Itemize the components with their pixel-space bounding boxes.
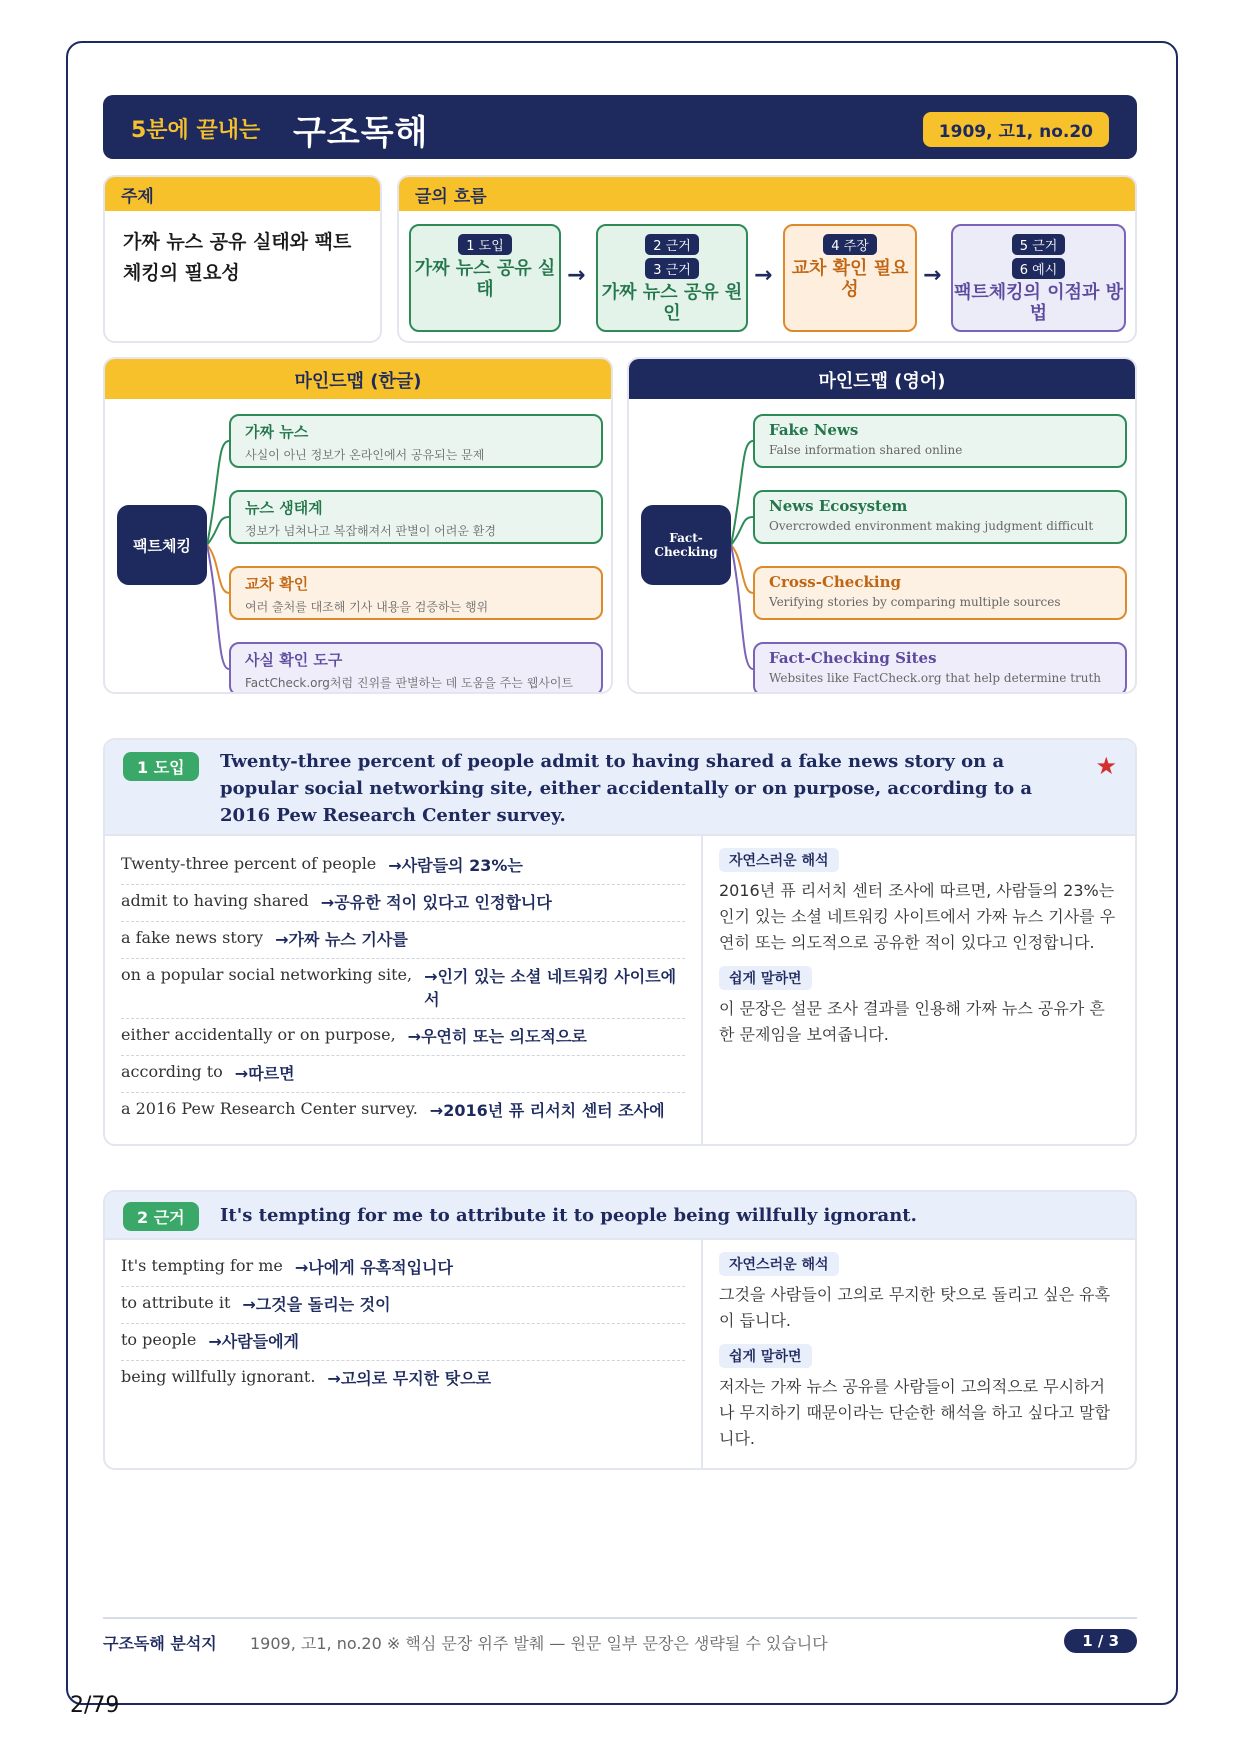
flow-step-tag: 3 근거	[645, 258, 699, 279]
translation-panel	[703, 1240, 1135, 1468]
chunk-row	[121, 848, 685, 885]
chunk-row	[121, 1287, 685, 1324]
chunk-row	[121, 1324, 685, 1361]
mindmap-node	[753, 490, 1127, 544]
page-header	[103, 95, 1137, 159]
section-pill: 2 근거	[123, 1202, 199, 1231]
sentence-section-1	[103, 738, 1137, 1146]
footer-note: 1909, 고1, no.20 ※ 핵심 문장 위주 발췌 — 원문 일부 문장은 생략될 수 있습니다	[250, 1634, 828, 1653]
page-number-badge: 1 / 3	[1064, 1629, 1137, 1653]
easy-label: 쉽게 말하면	[719, 1344, 812, 1368]
page-title: 구조독해	[293, 113, 429, 153]
star-icon: ★	[1095, 752, 1117, 780]
chunk-korean: →사람들의 23%는	[388, 856, 523, 875]
mindmap-node	[753, 414, 1127, 468]
node-title: 사실 확인 도구	[245, 651, 343, 669]
page-footer	[103, 1617, 1137, 1653]
footer-title: 구조독해 분석지	[103, 1634, 217, 1653]
node-desc: Websites like FactCheck.org that help determine truth	[769, 671, 1102, 685]
node-desc: FactCheck.org처럼 진위를 판별하는 데 도움을 주는 웹사이트	[245, 676, 574, 690]
chunk-english: to attribute it	[121, 1293, 231, 1312]
flow-step-example	[951, 224, 1126, 332]
chunk-korean: →가짜 뉴스 기사를	[275, 930, 408, 949]
mindmap-title: 마인드맵 (영어)	[629, 359, 1135, 399]
mindmap-root: Fact-Checking	[641, 505, 731, 585]
chunk-list	[105, 836, 703, 1144]
flow-step-claim	[783, 224, 917, 332]
topic-text: 가짜 뉴스 공유 실태와 팩트체킹의 필요성	[123, 231, 352, 284]
flow-step-text: 팩트체킹의 이점과 방법	[953, 282, 1124, 324]
node-desc: False information shared online	[769, 443, 963, 457]
easy-explanation: 이 문장은 설문 조사 결과를 인용해 가짜 뉴스 공유가 흔한 문제임을 보여줍니다.	[719, 999, 1105, 1044]
chunk-korean: →그것을 돌리는 것이	[242, 1295, 391, 1314]
flow-arrow: →	[567, 263, 586, 288]
translation-panel	[703, 836, 1135, 1144]
chunk-korean: →나에게 유혹적입니다	[294, 1258, 453, 1277]
chunk-korean: →따르면	[234, 1064, 295, 1083]
mindmap-node	[229, 490, 603, 544]
section-header	[105, 740, 1135, 836]
node-desc: 여러 출처를 대조해 기사 내용을 검증하는 행위	[245, 600, 489, 614]
section-sentence: Twenty-three percent of people admit to having shared a fake news story on a popular social networking site, either accidentally or on purpose, according to a 2016 Pew Research Center survey.	[220, 751, 1033, 826]
flow-box	[397, 175, 1137, 343]
mindmap-node	[753, 566, 1127, 620]
chunk-english: It's tempting for me	[121, 1256, 283, 1275]
chunk-row	[121, 1056, 685, 1093]
chunk-row	[121, 922, 685, 959]
chunk-korean: →사람들에게	[208, 1332, 300, 1351]
mindmap-node	[753, 642, 1127, 694]
flow-step-text: 가짜 뉴스 공유 원인	[601, 282, 743, 324]
source-badge: 1909, 고1, no.20	[923, 112, 1109, 147]
topic-box	[103, 175, 382, 343]
node-title: Fake News	[769, 421, 859, 439]
chunk-row	[121, 959, 685, 1019]
node-title: 가짜 뉴스	[245, 423, 309, 441]
section-header	[105, 1192, 1135, 1240]
node-title: Cross-Checking	[769, 573, 901, 591]
chunk-korean: →고의로 무지한 탓으로	[327, 1369, 492, 1388]
mindmap-korean	[103, 357, 613, 694]
natural-label: 자연스러운 해석	[719, 1252, 839, 1276]
natural-translation: 2016년 퓨 리서치 센터 조사에 따르면, 사람들의 23%는 인기 있는 소셜 네트워킹 사이트에서 가짜 뉴스 기사를 우연히 또는 의도적으로 공유한 적이 있다고 인정합니다.	[719, 881, 1116, 952]
chunk-english: admit to having shared	[121, 891, 309, 910]
flow-arrow: →	[923, 263, 942, 288]
flow-step-tag: 4 주장	[823, 234, 877, 255]
chunk-english: Twenty-three percent of people	[121, 854, 377, 873]
chunk-korean: →인기 있는 소셜 네트워킹 사이트에서	[424, 967, 677, 1009]
easy-label: 쉽게 말하면	[719, 966, 812, 990]
chunk-english: to people	[121, 1330, 197, 1349]
header-subtitle: 5분에 끝내는	[131, 118, 261, 143]
document-page-marker: 2/79	[70, 1693, 120, 1718]
chunk-english: according to	[121, 1062, 223, 1081]
natural-label: 자연스러운 해석	[719, 848, 839, 872]
mindmap-node	[229, 566, 603, 620]
node-desc: 사실이 아닌 정보가 온라인에서 공유되는 문제	[245, 448, 485, 462]
node-title: Fact-Checking Sites	[769, 649, 937, 667]
chunk-english: being willfully ignorant.	[121, 1367, 316, 1386]
chunk-english: on a popular social networking site,	[121, 965, 413, 984]
chunk-row	[121, 1361, 685, 1397]
flow-step-text: 가짜 뉴스 공유 실태	[414, 258, 556, 300]
mindmap-node	[229, 414, 603, 468]
node-title: 교차 확인	[245, 575, 309, 593]
natural-translation: 그것을 사람들이 고의로 무지한 탓으로 돌리고 싶은 유혹이 듭니다.	[719, 1285, 1111, 1330]
topic-label: 주제	[105, 177, 380, 211]
chunk-english: a 2016 Pew Research Center survey.	[121, 1099, 418, 1118]
chunk-row	[121, 885, 685, 922]
flow-step-tag: 5 근거	[1012, 234, 1066, 255]
node-title: 뉴스 생태계	[245, 499, 323, 517]
chunk-row	[121, 1093, 685, 1129]
node-desc: Verifying stories by comparing multiple sources	[769, 595, 1061, 609]
flow-step-cause	[596, 224, 748, 332]
flow-step-text: 교차 확인 필요성	[791, 258, 909, 300]
node-desc: Overcrowded environment making judgment difficult	[769, 519, 1094, 533]
section-sentence: It's tempting for me to attribute it to people being willfully ignorant.	[220, 1205, 917, 1226]
chunk-english: either accidentally or on purpose,	[121, 1025, 396, 1044]
sentence-section-2	[103, 1190, 1137, 1470]
mindmap-root: 팩트체킹	[117, 505, 207, 585]
mindmap-title: 마인드맵 (한글)	[105, 359, 611, 399]
mindmap-english	[627, 357, 1137, 694]
section-pill: 1 도입	[123, 752, 199, 781]
chunk-row	[121, 1250, 685, 1287]
chunk-english: a fake news story	[121, 928, 264, 947]
easy-explanation: 저자는 가짜 뉴스 공유를 사람들이 고의적으로 무시하거나 무지하기 때문이라는 단순한 해석을 하고 싶다고 말합니다.	[719, 1377, 1111, 1448]
flow-step-tag: 6 예시	[1012, 258, 1066, 279]
chunk-korean: →우연히 또는 의도적으로	[407, 1027, 587, 1046]
flow-arrow: →	[754, 263, 773, 288]
mindmap-node	[229, 642, 603, 694]
node-desc: 정보가 넘쳐나고 복잡해져서 판별이 어려운 환경	[245, 524, 496, 538]
node-title: News Ecosystem	[769, 497, 908, 515]
flow-step-tag: 1 도입	[458, 234, 512, 255]
flow-step-tag: 2 근거	[645, 234, 699, 255]
chunk-row	[121, 1019, 685, 1056]
flow-label: 글의 흐름	[399, 177, 1135, 211]
chunk-list	[105, 1240, 703, 1468]
chunk-korean: →공유한 적이 있다고 인정합니다	[320, 893, 552, 912]
flow-step-intro	[409, 224, 561, 332]
chunk-korean: →2016년 퓨 리서치 센터 조사에	[429, 1101, 665, 1120]
